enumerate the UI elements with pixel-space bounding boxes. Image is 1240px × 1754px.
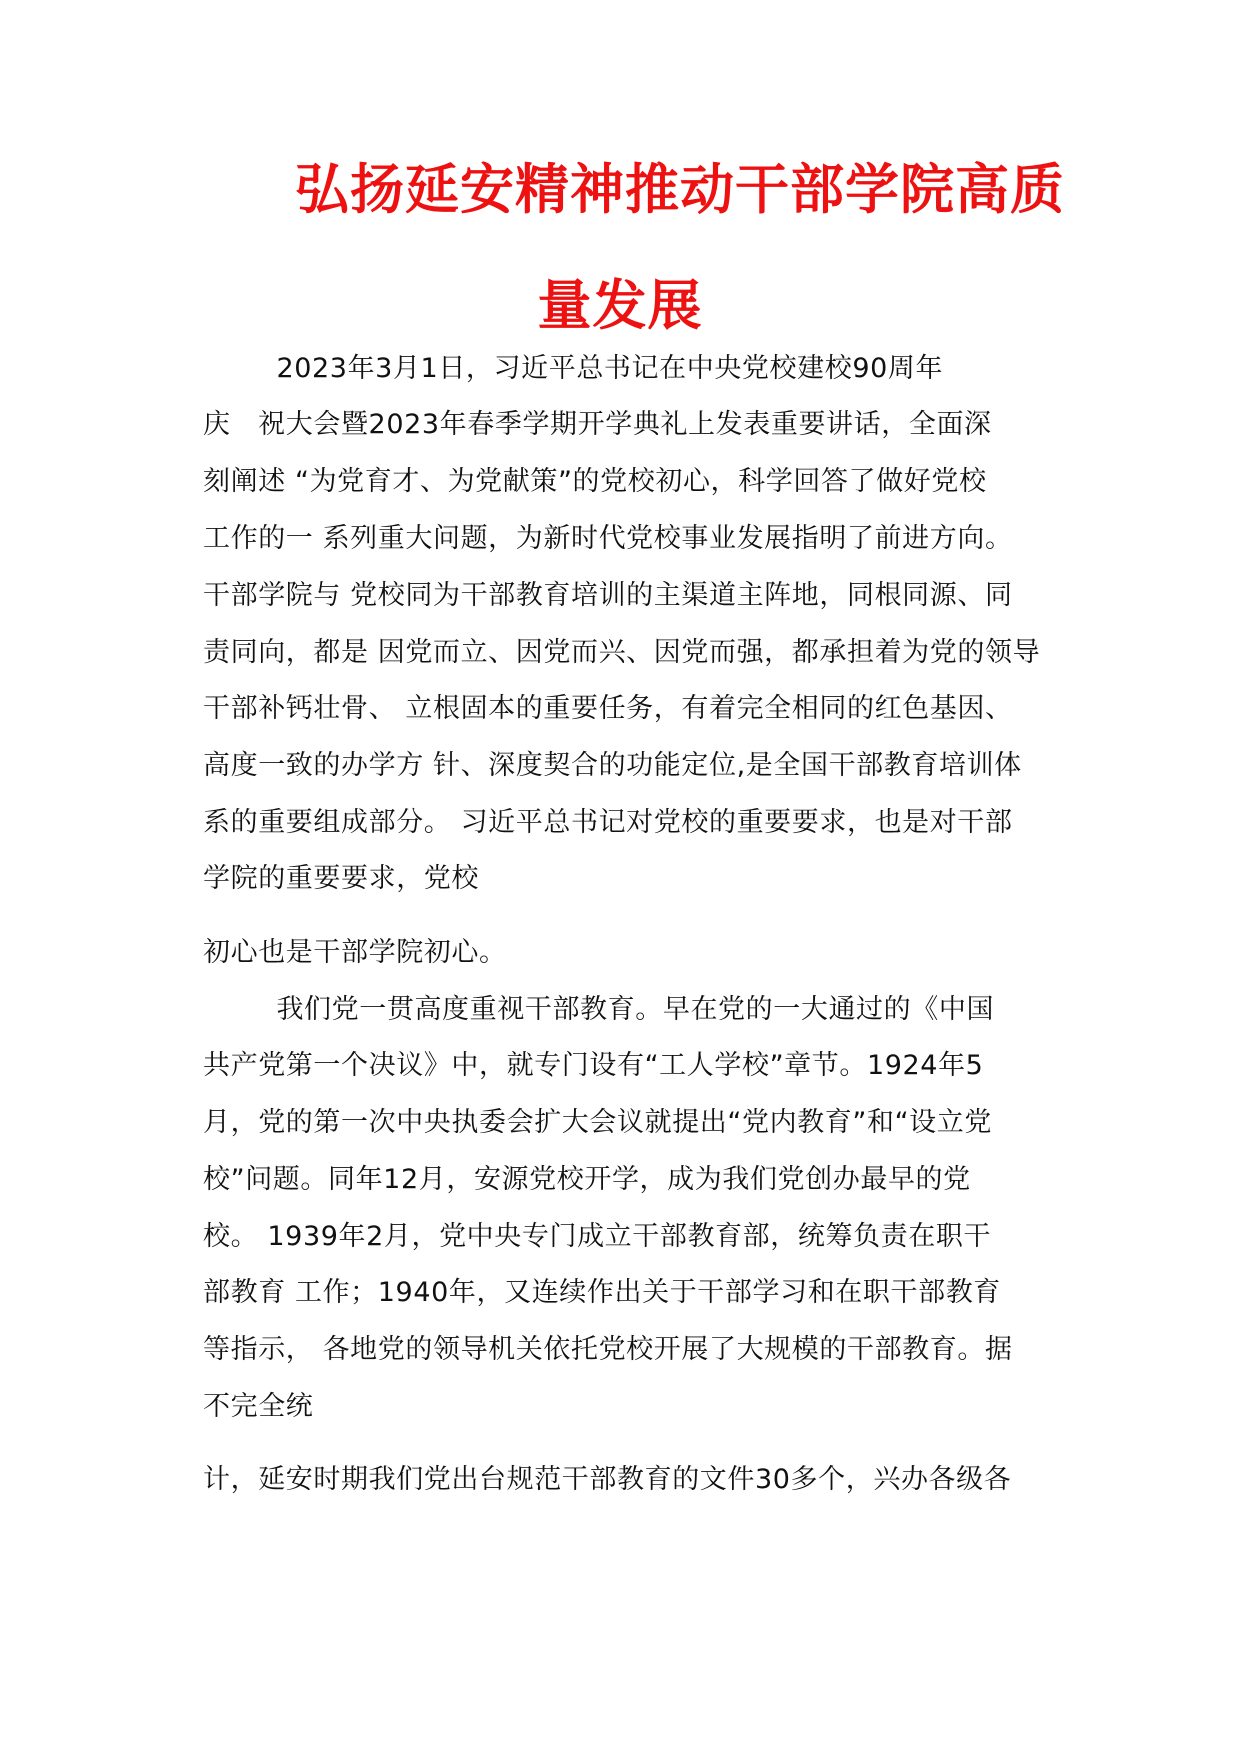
body-line: 干部学院与 党校同为干部教育培训的主渠道主阵地，同根同源、同 bbox=[203, 580, 1013, 611]
body-line: 初心也是干部学院初心。 bbox=[203, 937, 507, 968]
body-line: 校”问题。同年12月，安源党校开学，成为我们党创办最早的党 bbox=[203, 1164, 971, 1195]
body-line: 系的重要组成部分。 习近平总书记对党校的重要要求，也是对干部 bbox=[203, 807, 1013, 838]
body-line: 刻阐述 “为党育才、为党献策”的党校初心，科学回答了做好党校 bbox=[203, 466, 987, 497]
body-line: 学院的重要要求，党校 bbox=[203, 863, 479, 894]
body-line: 不完全统 bbox=[203, 1391, 314, 1422]
body-line: 部教育 工作；1940年，又连续作出关于干部学习和在职干部教育 bbox=[203, 1277, 1001, 1308]
document-title-line-2: 量发展 bbox=[537, 274, 703, 337]
body-line: 等指示， 各地党的领导机关依托党校开展了大规模的干部教育。据 bbox=[203, 1334, 1013, 1365]
body-line: 责同向，都是 因党而立、因党而兴、因党而强，都承担着为党的领导 bbox=[203, 637, 1041, 668]
body-line: 工作的一 系列重大问题，为新时代党校事业发展指明了前进方向。 bbox=[203, 523, 1013, 554]
body-line: 干部补钙壮骨、 立根固本的重要任务，有着完全相同的红色基因、 bbox=[203, 693, 1013, 724]
document-title-line-1: 弘扬延安精神推动干部学院高质 bbox=[295, 158, 1065, 221]
body-line: 校。 1939年2月，党中央专门成立干部教育部，统筹负责在职干 bbox=[203, 1221, 992, 1252]
body-line: 2023年3月1日，习近平总书记在中央党校建校90周年 bbox=[203, 353, 944, 384]
body-line: 计，延安时期我们党出台规范干部教育的文件30多个，兴办各级各 bbox=[203, 1464, 1012, 1495]
body-line: 我们党一贯高度重视干部教育。早在党的一大通过的《中国 bbox=[203, 994, 995, 1025]
body-line: 高度一致的办学方 针、深度契合的功能定位,是全国干部教育培训体 bbox=[203, 750, 1022, 781]
body-line: 月，党的第一次中央执委会扩大会议就提出“党内教育”和“设立党 bbox=[203, 1107, 992, 1138]
body-line: 庆 祝大会暨2023年春季学期开学典礼上发表重要讲话，全面深 bbox=[203, 409, 992, 440]
body-line: 共产党第一个决议》中，就专门设有“工人学校”章节。1924年5 bbox=[203, 1050, 984, 1081]
